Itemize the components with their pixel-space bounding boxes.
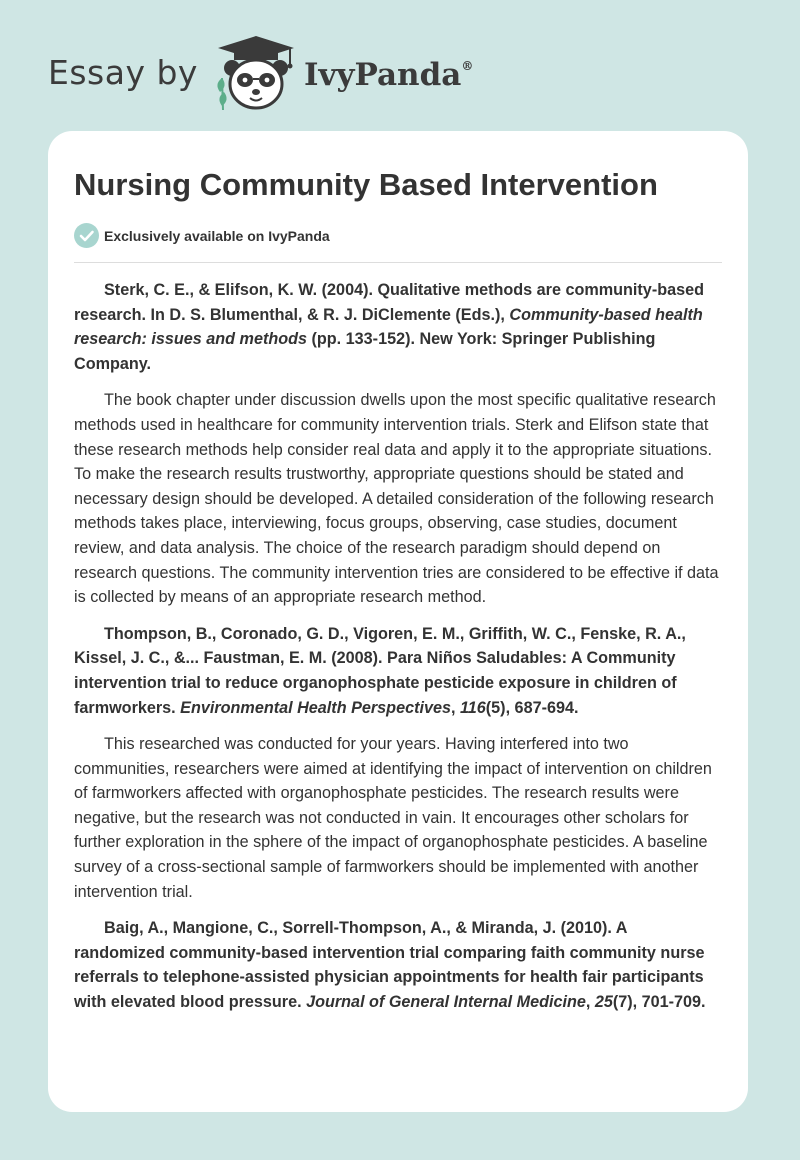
exclusive-badge-text: Exclusively available on IvyPanda [104, 227, 330, 244]
panda-graduate-icon [212, 32, 300, 112]
essay-card [48, 131, 748, 1112]
title-divider [74, 262, 722, 263]
registered-mark: ® [461, 59, 474, 73]
reference-2: Thompson, B., Coronado, G. D., Vigoren, E. M., Griffith, W. C., Fenske, R. A., Kissel, J. C., &... Faustman, E. M. (2008). Para Niños Saludables: A Community intervention trial to reduce organophosphate pesticide exposure in children of farmworkers. Environmental Health Perspectives, 116(5), 687-694. [74, 624, 686, 717]
paragraph-1: The book chapter under discussion dwells upon the most specific qualitative research methods used in healthcare for community intervention trials. Sterk and Elifson state that these research methods help consider real data and apply it to the appropriate situations. To make the research results trustworthy, appropriate questions should be stated and necessary design should be developed. A detailed consideration of the following research methods takes place, interviewing, focus groups, observing, case studies, document review, and data analysis. The choice of the research paradigm should depend on research questions. The community intervention tries are considered to be effective if data is collected by means of an appropriate research method. [74, 391, 719, 607]
site-header [48, 32, 548, 112]
essay-body [74, 278, 722, 1027]
paragraph-2: This researched was conducted for your years. Having interfered into two communities, researchers were aimed at identifying the impact of intervention on children of farmworkers affected with organophosphate pesticides. The research results were negative, but the research was not conducted in vain. It encourages other scholars for further exploration in the sphere of the impact of organophosphate pesticides. A baseline survey of a cross-sectional sample of farmworkers should be implemented with another intervention trial. [74, 735, 712, 901]
page-title: Nursing Community Based Intervention [74, 167, 658, 202]
reference-1: Sterk, C. E., & Elifson, K. W. (2004). Qualitative methods are community-based research. In D. S. Blumenthal, & R. J. DiClemente (Eds.), Community-based health research: issues and methods (pp. 133-152). New York: Springer Publishing Company. [74, 281, 704, 373]
check-circle-icon [74, 223, 99, 248]
essay-by-label: Essay by [48, 52, 198, 92]
reference-3: Baig, A., Mangione, C., Sorrell-Thompson, A., & Miranda, J. (2010). A randomized community-based intervention trial comparing faith community nurse referrals to telephone-assisted physician appointments for health fair participants with elevated blood pressure. Journal of General Internal Medicine, 25(7), 701-709. [74, 919, 706, 1012]
brand-name: IvyPanda® [303, 57, 474, 93]
exclusive-badge [74, 223, 330, 248]
ivypanda-logo-link[interactable] [212, 32, 473, 112]
